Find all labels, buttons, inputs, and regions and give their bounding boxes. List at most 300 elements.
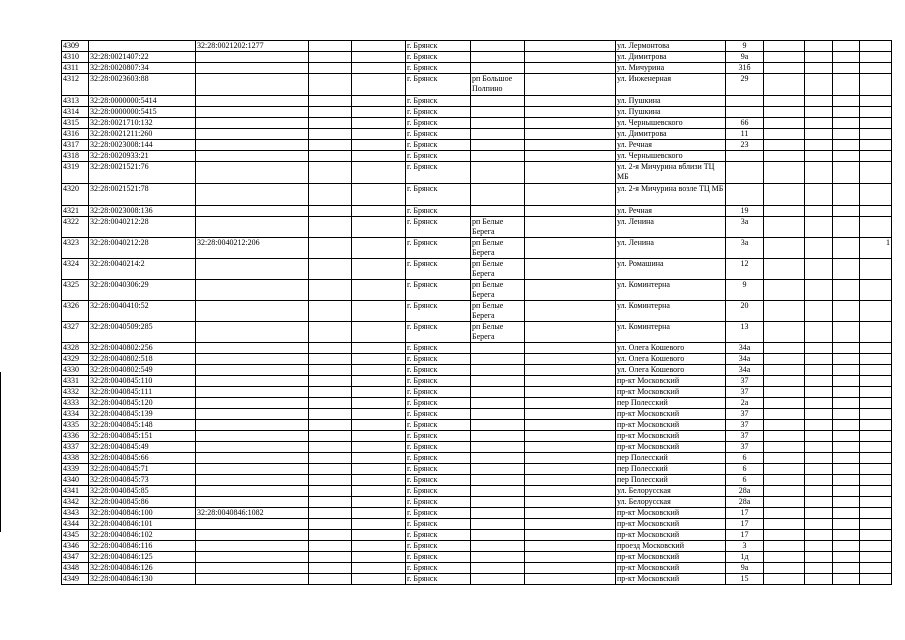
cell-street: ул. Чернышевского (616, 151, 726, 162)
cell-cadastral-number: 32:28:0040845:73 (89, 475, 196, 486)
cell-settlement (471, 563, 525, 574)
cell-city: г. Брянск (406, 162, 471, 184)
cell-empty (352, 162, 406, 184)
cell-empty (309, 74, 352, 96)
cell-empty (805, 74, 833, 96)
cell-empty (805, 552, 833, 563)
cell-building-cadastral-number (196, 206, 309, 217)
cell-settlement (471, 41, 525, 52)
cell-settlement: рп Белые Берега (471, 301, 525, 322)
cell-empty (525, 409, 616, 420)
cell-house: 29 (726, 74, 764, 96)
cell-settlement (471, 530, 525, 541)
cell-number: 4347 (62, 552, 89, 563)
cell-extra (860, 52, 892, 63)
cell-number: 4309 (62, 41, 89, 52)
cell-settlement (471, 96, 525, 107)
cell-settlement (471, 464, 525, 475)
cell-settlement (471, 52, 525, 63)
cell-house: 9 (726, 280, 764, 301)
cell-empty (833, 162, 860, 184)
cell-number: 4326 (62, 301, 89, 322)
cell-empty (833, 541, 860, 552)
cell-street: ул. Коминтерна (616, 280, 726, 301)
table-row (62, 129, 892, 140)
cell-cadastral-number: 32:28:0000000:5414 (89, 96, 196, 107)
cell-empty (352, 238, 406, 259)
cell-extra (860, 398, 892, 409)
cell-house: 31б (726, 63, 764, 74)
cell-building-cadastral-number: 32:28:0040212:206 (196, 238, 309, 259)
cell-empty (525, 118, 616, 129)
table-row (62, 453, 892, 464)
cell-house: 11 (726, 129, 764, 140)
cell-empty (764, 280, 805, 301)
cell-street: ул. 2-я Мичурина возле ТЦ МБ (616, 184, 726, 206)
cell-city: г. Брянск (406, 238, 471, 259)
cell-empty (805, 486, 833, 497)
cell-empty (833, 343, 860, 354)
cell-extra (860, 376, 892, 387)
cell-number: 4344 (62, 519, 89, 530)
cell-empty (833, 151, 860, 162)
cell-empty (805, 398, 833, 409)
cell-empty (833, 453, 860, 464)
cell-extra (860, 574, 892, 585)
cell-cadastral-number: 32:28:0021521:76 (89, 162, 196, 184)
cell-settlement: рп Белые Берега (471, 280, 525, 301)
cell-empty (309, 238, 352, 259)
cell-empty (352, 519, 406, 530)
cell-empty (833, 118, 860, 129)
cell-empty (525, 354, 616, 365)
cell-city: г. Брянск (406, 301, 471, 322)
cell-extra: 1 (860, 238, 892, 259)
cell-settlement (471, 420, 525, 431)
cell-empty (352, 343, 406, 354)
cell-empty (833, 431, 860, 442)
cell-house (726, 96, 764, 107)
cell-settlement (471, 129, 525, 140)
cell-building-cadastral-number (196, 442, 309, 453)
cell-city: г. Брянск (406, 475, 471, 486)
cell-empty (833, 280, 860, 301)
cell-street: ул. Речная (616, 140, 726, 151)
cell-house: 15 (726, 574, 764, 585)
cell-empty (764, 343, 805, 354)
cell-empty (764, 574, 805, 585)
cell-street: пр-кт Московский (616, 409, 726, 420)
table-row (62, 497, 892, 508)
cell-empty (352, 552, 406, 563)
cell-empty (764, 74, 805, 96)
cell-empty (525, 398, 616, 409)
cell-building-cadastral-number (196, 552, 309, 563)
cell-cadastral-number: 32:28:0040509:285 (89, 322, 196, 343)
cell-building-cadastral-number (196, 184, 309, 206)
cell-extra (860, 96, 892, 107)
cell-city: г. Брянск (406, 453, 471, 464)
cell-city: г. Брянск (406, 398, 471, 409)
table-row (62, 420, 892, 431)
cell-empty (352, 206, 406, 217)
cell-empty (805, 519, 833, 530)
cell-empty (352, 184, 406, 206)
table-row (62, 41, 892, 52)
cell-number: 4318 (62, 151, 89, 162)
cell-extra (860, 387, 892, 398)
cell-empty (525, 217, 616, 238)
cell-extra (860, 129, 892, 140)
table-row (62, 217, 892, 238)
cell-empty (805, 52, 833, 63)
cell-number: 4330 (62, 365, 89, 376)
cell-settlement (471, 519, 525, 530)
cell-empty (352, 420, 406, 431)
cell-house: 9а (726, 52, 764, 63)
cell-street: пр-кт Московский (616, 574, 726, 585)
cell-number: 4320 (62, 184, 89, 206)
cell-settlement (471, 453, 525, 464)
cell-cadastral-number: 32:28:0040846:101 (89, 519, 196, 530)
cell-house: 3 (726, 541, 764, 552)
cell-empty (525, 552, 616, 563)
cell-empty (805, 563, 833, 574)
cell-empty (525, 365, 616, 376)
cell-empty (805, 184, 833, 206)
table-row (62, 398, 892, 409)
cell-empty (764, 442, 805, 453)
cell-empty (833, 420, 860, 431)
cell-street: ул. Олега Кошевого (616, 354, 726, 365)
cell-building-cadastral-number (196, 453, 309, 464)
cell-street: пр-кт Московский (616, 519, 726, 530)
cell-empty (764, 475, 805, 486)
cell-street: ул. Олега Кошевого (616, 365, 726, 376)
cell-street: ул. Мичурина (616, 63, 726, 74)
cell-empty (525, 63, 616, 74)
cell-empty (309, 140, 352, 151)
cell-empty (805, 442, 833, 453)
cell-empty (764, 354, 805, 365)
cell-city: г. Брянск (406, 74, 471, 96)
table-row (62, 475, 892, 486)
cell-city: г. Брянск (406, 206, 471, 217)
cell-empty (352, 376, 406, 387)
cell-building-cadastral-number (196, 63, 309, 74)
cell-building-cadastral-number (196, 162, 309, 184)
cell-settlement (471, 354, 525, 365)
cell-empty (764, 398, 805, 409)
cell-empty (352, 365, 406, 376)
cell-empty (352, 259, 406, 280)
cell-empty (805, 365, 833, 376)
cell-number: 4331 (62, 376, 89, 387)
cell-building-cadastral-number (196, 280, 309, 301)
cell-extra (860, 162, 892, 184)
cell-empty (833, 508, 860, 519)
cell-empty (764, 301, 805, 322)
table-row (62, 541, 892, 552)
cell-empty (764, 96, 805, 107)
cell-empty (764, 41, 805, 52)
cell-empty (525, 238, 616, 259)
cell-empty (805, 343, 833, 354)
cell-cadastral-number: 32:28:0040846:100 (89, 508, 196, 519)
cell-house: 37 (726, 409, 764, 420)
cell-building-cadastral-number (196, 354, 309, 365)
cell-building-cadastral-number (196, 464, 309, 475)
cell-empty (525, 140, 616, 151)
cell-building-cadastral-number (196, 431, 309, 442)
cell-cadastral-number: 32:28:0040846:126 (89, 563, 196, 574)
table-row (62, 563, 892, 574)
table-row (62, 206, 892, 217)
table-row (62, 519, 892, 530)
cell-empty (833, 442, 860, 453)
cell-settlement (471, 184, 525, 206)
cell-house: 37 (726, 387, 764, 398)
cell-city: г. Брянск (406, 322, 471, 343)
cell-settlement (471, 151, 525, 162)
cell-empty (833, 63, 860, 74)
cell-empty (833, 354, 860, 365)
cell-cadastral-number: 32:28:0040845:66 (89, 453, 196, 464)
cell-city: г. Брянск (406, 508, 471, 519)
cell-number: 4313 (62, 96, 89, 107)
cell-empty (309, 530, 352, 541)
cell-empty (525, 574, 616, 585)
cell-empty (805, 140, 833, 151)
cell-city: г. Брянск (406, 552, 471, 563)
cell-cadastral-number: 32:28:0040306:29 (89, 280, 196, 301)
cell-street: пр-кт Московский (616, 563, 726, 574)
cell-street: ул. Коминтерна (616, 322, 726, 343)
cell-house (726, 151, 764, 162)
cell-cadastral-number: 32:28:0000000:5415 (89, 107, 196, 118)
table-row (62, 508, 892, 519)
cell-number: 4338 (62, 453, 89, 464)
cell-empty (833, 398, 860, 409)
cell-settlement (471, 409, 525, 420)
cell-city: г. Брянск (406, 365, 471, 376)
cell-empty (525, 41, 616, 52)
cell-empty (764, 376, 805, 387)
cell-cadastral-number: 32:28:0040846:102 (89, 530, 196, 541)
cell-settlement (471, 398, 525, 409)
cell-empty (525, 301, 616, 322)
cell-extra (860, 442, 892, 453)
cell-extra (860, 140, 892, 151)
table-row (62, 409, 892, 420)
cell-cadastral-number: 32:28:0023008:144 (89, 140, 196, 151)
cell-extra (860, 217, 892, 238)
cell-cadastral-number: 32:28:0021407:22 (89, 52, 196, 63)
cell-building-cadastral-number (196, 486, 309, 497)
cell-extra (860, 519, 892, 530)
cell-extra (860, 343, 892, 354)
cell-house: 9а (726, 563, 764, 574)
table-row (62, 486, 892, 497)
cell-empty (309, 365, 352, 376)
cell-city: г. Брянск (406, 63, 471, 74)
cell-empty (805, 497, 833, 508)
cell-building-cadastral-number (196, 409, 309, 420)
cell-extra (860, 354, 892, 365)
cell-house: 12 (726, 259, 764, 280)
cell-settlement (471, 508, 525, 519)
cell-empty (805, 280, 833, 301)
cell-house: 34а (726, 343, 764, 354)
cell-extra (860, 280, 892, 301)
cell-empty (805, 162, 833, 184)
cell-street: пр-кт Московский (616, 431, 726, 442)
cell-empty (833, 475, 860, 486)
cell-empty (309, 96, 352, 107)
cell-cadastral-number: 32:28:0040212:28 (89, 238, 196, 259)
table-row (62, 301, 892, 322)
cell-empty (764, 552, 805, 563)
cell-empty (309, 206, 352, 217)
cell-street: ул. Пушкина (616, 107, 726, 118)
cell-empty (525, 259, 616, 280)
cell-house: 13 (726, 322, 764, 343)
cell-number: 4321 (62, 206, 89, 217)
cell-street: пр-кт Московский (616, 508, 726, 519)
cell-empty (525, 184, 616, 206)
cell-number: 4334 (62, 409, 89, 420)
cell-empty (805, 129, 833, 140)
cell-empty (309, 184, 352, 206)
cell-empty (805, 322, 833, 343)
cell-empty (764, 238, 805, 259)
cell-empty (352, 497, 406, 508)
cell-settlement (471, 475, 525, 486)
cell-cadastral-number: 32:28:0021211:260 (89, 129, 196, 140)
cell-cadastral-number: 32:28:0021710:132 (89, 118, 196, 129)
cell-empty (352, 151, 406, 162)
cell-number: 4311 (62, 63, 89, 74)
cell-cadastral-number: 32:28:0040845:85 (89, 486, 196, 497)
cell-empty (764, 118, 805, 129)
cell-street: пр-кт Московский (616, 552, 726, 563)
cell-empty (833, 96, 860, 107)
table-row (62, 322, 892, 343)
cell-empty (764, 530, 805, 541)
cell-empty (805, 63, 833, 74)
cell-empty (309, 151, 352, 162)
cell-settlement (471, 206, 525, 217)
cell-empty (352, 52, 406, 63)
cell-empty (764, 140, 805, 151)
cell-building-cadastral-number (196, 519, 309, 530)
cell-empty (352, 354, 406, 365)
cell-empty (833, 322, 860, 343)
cell-empty (309, 420, 352, 431)
cell-cadastral-number: 32:28:0040846:116 (89, 541, 196, 552)
table-row (62, 63, 892, 74)
cell-empty (833, 409, 860, 420)
cell-number: 4319 (62, 162, 89, 184)
cell-empty (805, 301, 833, 322)
cell-cadastral-number: 32:28:0040845:86 (89, 497, 196, 508)
cell-building-cadastral-number (196, 74, 309, 96)
cell-empty (352, 453, 406, 464)
cell-city: г. Брянск (406, 354, 471, 365)
cell-house (726, 162, 764, 184)
cell-empty (352, 140, 406, 151)
cell-empty (833, 563, 860, 574)
cell-settlement (471, 365, 525, 376)
cell-cadastral-number: 32:28:0023603:88 (89, 74, 196, 96)
cell-cadastral-number: 32:28:0020807:34 (89, 63, 196, 74)
cell-number: 4323 (62, 238, 89, 259)
cell-number: 4315 (62, 118, 89, 129)
cell-empty (833, 184, 860, 206)
cell-street: ул. Димитрова (616, 129, 726, 140)
cell-number: 4343 (62, 508, 89, 519)
cell-settlement (471, 497, 525, 508)
cell-street: проезд Московский (616, 541, 726, 552)
cell-city: г. Брянск (406, 343, 471, 354)
cell-building-cadastral-number (196, 151, 309, 162)
cell-empty (833, 519, 860, 530)
cell-settlement: рп Белые Берега (471, 259, 525, 280)
cell-empty (833, 464, 860, 475)
cell-street: пер Полесский (616, 453, 726, 464)
cell-cadastral-number: 32:28:0040846:125 (89, 552, 196, 563)
cell-cadastral-number: 32:28:0040845:49 (89, 442, 196, 453)
cell-empty (764, 52, 805, 63)
cell-empty (525, 322, 616, 343)
cell-empty (764, 162, 805, 184)
cell-cadastral-number (89, 41, 196, 52)
cell-empty (764, 206, 805, 217)
cell-settlement (471, 140, 525, 151)
cell-empty (833, 107, 860, 118)
cell-empty (805, 409, 833, 420)
cell-empty (309, 217, 352, 238)
cell-street: ул. Коминтерна (616, 301, 726, 322)
cell-number: 4312 (62, 74, 89, 96)
cell-empty (833, 552, 860, 563)
cell-number: 4317 (62, 140, 89, 151)
cell-house: 6 (726, 453, 764, 464)
cell-empty (352, 486, 406, 497)
cell-city: г. Брянск (406, 41, 471, 52)
cell-empty (833, 238, 860, 259)
cell-building-cadastral-number (196, 365, 309, 376)
cell-cadastral-number: 32:28:0040802:518 (89, 354, 196, 365)
cell-city: г. Брянск (406, 96, 471, 107)
cell-number: 4335 (62, 420, 89, 431)
cell-number: 4341 (62, 486, 89, 497)
cell-building-cadastral-number (196, 343, 309, 354)
cell-number: 4314 (62, 107, 89, 118)
cell-extra (860, 420, 892, 431)
cell-empty (309, 41, 352, 52)
cell-empty (833, 140, 860, 151)
cell-empty (352, 541, 406, 552)
cell-empty (805, 354, 833, 365)
cell-building-cadastral-number (196, 497, 309, 508)
cell-street: пр-кт Московский (616, 530, 726, 541)
cell-empty (805, 206, 833, 217)
cell-city: г. Брянск (406, 217, 471, 238)
cell-empty (764, 217, 805, 238)
cell-settlement (471, 162, 525, 184)
cell-empty (805, 453, 833, 464)
